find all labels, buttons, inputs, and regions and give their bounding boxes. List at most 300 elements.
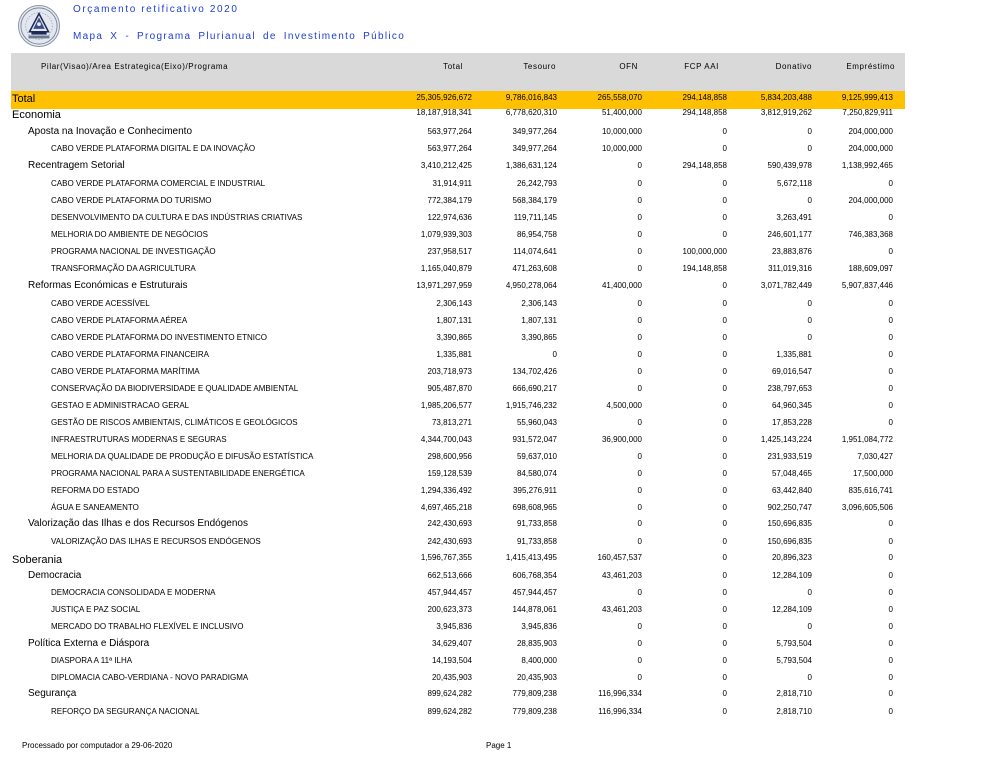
row-value-donativo: 0 bbox=[807, 127, 812, 136]
row-label: Política Externa e Diáspora bbox=[28, 638, 150, 649]
row-value-fcp-aai: 0 bbox=[722, 537, 727, 546]
row-value-tesouro: 606,768,354 bbox=[512, 571, 557, 580]
row-value-total: 237,958,517 bbox=[427, 247, 472, 256]
row-value-ofn: 116,996,334 bbox=[598, 707, 642, 716]
row-value-donativo: 238,797,653 bbox=[767, 384, 812, 393]
row-value-ofn: 0 bbox=[637, 350, 642, 359]
row-value-emprestimo: 0 bbox=[888, 179, 893, 188]
row-label: CABO VERDE PLATAFORMA DO INVESTIMENTO ETNICO bbox=[51, 333, 268, 342]
row-value-donativo: 3,071,782,449 bbox=[760, 281, 812, 290]
row-value-ofn: 43,461,203 bbox=[601, 571, 642, 580]
row-value-emprestimo: 746,383,368 bbox=[848, 230, 893, 239]
row-value-tesouro: 8,400,000 bbox=[521, 656, 557, 665]
row-value-total: 905,487,870 bbox=[427, 384, 472, 393]
row-value-emprestimo: 0 bbox=[888, 519, 893, 528]
table-row bbox=[0, 365, 1000, 381]
row-value-total: 1,985,206,577 bbox=[420, 401, 472, 410]
row-value-total: 3,945,836 bbox=[436, 622, 472, 631]
column-header-total: Total bbox=[443, 62, 463, 71]
row-value-tesouro: 471,263,608 bbox=[512, 264, 557, 273]
row-value-total: 2,306,143 bbox=[436, 299, 472, 308]
table-row bbox=[0, 348, 1000, 364]
row-value-donativo: 0 bbox=[807, 196, 812, 205]
column-header-ofn: OFN bbox=[619, 62, 638, 71]
row-value-emprestimo: 0 bbox=[888, 673, 893, 682]
row-value-total: 25,305,926,672 bbox=[416, 93, 472, 102]
row-value-ofn: 10,000,000 bbox=[601, 127, 642, 136]
row-value-donativo: 5,793,504 bbox=[776, 639, 812, 648]
row-value-ofn: 0 bbox=[637, 452, 642, 461]
row-value-donativo: 5,834,203,488 bbox=[760, 93, 812, 102]
table-row bbox=[0, 331, 1000, 347]
row-value-ofn: 0 bbox=[637, 333, 642, 342]
row-value-total: 772,384,179 bbox=[427, 196, 472, 205]
row-value-ofn: 0 bbox=[637, 161, 642, 170]
row-value-emprestimo: 0 bbox=[888, 367, 893, 376]
row-value-donativo: 0 bbox=[807, 333, 812, 342]
row-value-ofn: 0 bbox=[637, 196, 642, 205]
area-row bbox=[0, 126, 1000, 142]
row-value-tesouro: 1,386,631,124 bbox=[505, 161, 557, 170]
row-value-tesouro: 3,945,836 bbox=[521, 622, 557, 631]
row-value-emprestimo: 5,907,837,446 bbox=[841, 281, 893, 290]
row-value-emprestimo: 17,500,000 bbox=[852, 469, 893, 478]
row-value-total: 20,435,903 bbox=[431, 673, 472, 682]
row-value-total: 1,807,131 bbox=[436, 316, 472, 325]
row-value-emprestimo: 0 bbox=[888, 350, 893, 359]
row-value-donativo: 23,883,876 bbox=[771, 247, 812, 256]
row-label: CABO VERDE PLATAFORMA MARÍTIMA bbox=[51, 367, 200, 376]
total-row bbox=[11, 91, 905, 109]
table-row bbox=[0, 535, 1000, 551]
row-value-tesouro: 91,733,858 bbox=[516, 519, 557, 528]
row-label: TRANSFORMAÇÃO DA AGRICULTURA bbox=[51, 264, 196, 273]
row-value-fcp-aai: 0 bbox=[722, 299, 727, 308]
row-value-tesouro: 9,786,016,843 bbox=[505, 93, 557, 102]
row-value-donativo: 0 bbox=[807, 622, 812, 631]
row-value-donativo: 246,601,177 bbox=[767, 230, 812, 239]
row-value-fcp-aai: 100,000,000 bbox=[682, 247, 727, 256]
row-label: Segurança bbox=[28, 688, 77, 699]
row-value-fcp-aai: 0 bbox=[722, 230, 727, 239]
row-label: CONSERVAÇÃO DA BIODIVERSIDADE E QUALIDADE AMBIENTAL bbox=[51, 384, 299, 393]
table-row bbox=[0, 603, 1000, 619]
row-value-fcp-aai: 294,148,858 bbox=[682, 161, 727, 170]
row-label: MELHORIA DA QUALIDADE DE PRODUÇÃO E DIFUSÃO ESTATÍSTICA bbox=[51, 452, 314, 461]
row-value-total: 1,165,040,879 bbox=[420, 264, 472, 273]
row-value-tesouro: 6,778,620,310 bbox=[505, 108, 557, 117]
row-value-fcp-aai: 0 bbox=[722, 281, 727, 290]
row-value-fcp-aai: 0 bbox=[722, 689, 727, 698]
row-value-fcp-aai: 0 bbox=[722, 673, 727, 682]
row-value-fcp-aai: 0 bbox=[722, 707, 727, 716]
table-row bbox=[0, 467, 1000, 483]
row-value-emprestimo: 204,000,000 bbox=[848, 196, 893, 205]
row-value-donativo: 0 bbox=[807, 588, 812, 597]
row-value-tesouro: 26,242,793 bbox=[516, 179, 557, 188]
row-value-donativo: 311,019,316 bbox=[768, 264, 812, 273]
row-value-fcp-aai: 0 bbox=[722, 519, 727, 528]
area-row bbox=[0, 638, 1000, 654]
row-value-ofn: 0 bbox=[637, 384, 642, 393]
row-value-ofn: 0 bbox=[637, 230, 642, 239]
row-value-ofn: 0 bbox=[637, 179, 642, 188]
row-value-tesouro: 698,608,965 bbox=[512, 503, 557, 512]
row-value-emprestimo: 835,616,741 bbox=[848, 486, 893, 495]
row-value-tesouro: 119,711,145 bbox=[513, 213, 557, 222]
table-row bbox=[0, 705, 1000, 721]
row-value-fcp-aai: 0 bbox=[722, 553, 727, 562]
table-row bbox=[0, 228, 1000, 244]
row-value-emprestimo: 0 bbox=[888, 656, 893, 665]
row-label: Aposta na Inovação e Conhecimento bbox=[28, 126, 192, 137]
row-value-total: 242,430,693 bbox=[427, 537, 472, 546]
row-value-tesouro: 144,878,061 bbox=[512, 605, 557, 614]
column-header-tesouro: Tesouro bbox=[523, 62, 556, 71]
column-header-fcp-aai: FCP AAI bbox=[684, 62, 719, 71]
row-value-total: 18,187,918,341 bbox=[416, 108, 472, 117]
row-value-emprestimo: 0 bbox=[888, 689, 893, 698]
area-row bbox=[0, 688, 1000, 704]
table-row bbox=[0, 484, 1000, 500]
row-value-tesouro: 1,807,131 bbox=[521, 316, 557, 325]
row-label: CABO VERDE PLATAFORMA COMERCIAL E INDUSTRIAL bbox=[51, 179, 266, 188]
row-value-tesouro: 779,809,238 bbox=[512, 689, 557, 698]
row-value-ofn: 0 bbox=[637, 519, 642, 528]
row-value-tesouro: 20,435,903 bbox=[516, 673, 557, 682]
area-row bbox=[0, 160, 1000, 176]
row-value-fcp-aai: 0 bbox=[722, 486, 727, 495]
report-subtitle: Mapa X - Programa Plurianual de Investimento Público bbox=[73, 31, 406, 42]
row-value-fcp-aai: 0 bbox=[722, 127, 727, 136]
row-value-donativo: 64,960,345 bbox=[771, 401, 812, 410]
row-label: DIASPORA A 11ª ILHA bbox=[51, 656, 133, 665]
row-value-donativo: 69,016,547 bbox=[771, 367, 812, 376]
row-value-total: 899,624,282 bbox=[427, 689, 472, 698]
row-value-fcp-aai: 0 bbox=[722, 367, 727, 376]
row-value-fcp-aai: 0 bbox=[722, 588, 727, 597]
row-value-emprestimo: 0 bbox=[888, 571, 893, 580]
row-value-ofn: 0 bbox=[637, 622, 642, 631]
row-value-fcp-aai: 0 bbox=[722, 179, 727, 188]
row-value-tesouro: 779,809,238 bbox=[512, 707, 557, 716]
row-value-tesouro: 931,572,047 bbox=[512, 435, 557, 444]
row-value-donativo: 1,335,881 bbox=[776, 350, 812, 359]
row-value-donativo: 3,812,919,262 bbox=[760, 108, 812, 117]
table-row bbox=[0, 142, 1000, 158]
footer-processed-date: Processado por computador a 29-06-2020 bbox=[22, 741, 173, 750]
table-row bbox=[0, 245, 1000, 261]
row-value-donativo: 2,818,710 bbox=[776, 689, 812, 698]
row-value-tesouro: 3,390,865 bbox=[521, 333, 557, 342]
row-value-emprestimo: 188,609,097 bbox=[848, 264, 893, 273]
row-label: ÁGUA E SANEAMENTO bbox=[51, 503, 139, 512]
row-value-total: 1,335,881 bbox=[436, 350, 472, 359]
row-value-donativo: 63,442,840 bbox=[771, 486, 812, 495]
row-value-tesouro: 349,977,264 bbox=[512, 144, 557, 153]
row-value-fcp-aai: 0 bbox=[722, 469, 727, 478]
row-value-emprestimo: 0 bbox=[888, 588, 893, 597]
row-value-fcp-aai: 0 bbox=[722, 144, 727, 153]
column-header-programa: Pilar(Visao)/Area Estrategica(Eixo)/Programa bbox=[41, 62, 229, 71]
row-label: VALORIZAÇÃO DAS ILHAS E RECURSOS ENDÓGENOS bbox=[51, 537, 261, 546]
row-value-donativo: 12,284,109 bbox=[771, 571, 812, 580]
row-value-emprestimo: 0 bbox=[888, 299, 893, 308]
area-row bbox=[0, 570, 1000, 586]
row-value-emprestimo: 204,000,000 bbox=[848, 144, 893, 153]
row-value-donativo: 0 bbox=[807, 299, 812, 308]
row-value-emprestimo: 9,125,999,413 bbox=[841, 93, 893, 102]
table-row bbox=[0, 297, 1000, 313]
table-row bbox=[0, 194, 1000, 210]
row-value-emprestimo: 7,250,829,911 bbox=[842, 108, 893, 117]
table-row bbox=[0, 450, 1000, 466]
row-value-donativo: 5,793,504 bbox=[776, 656, 812, 665]
row-value-tesouro: 0 bbox=[552, 350, 557, 359]
row-value-donativo: 12,284,109 bbox=[771, 605, 812, 614]
row-value-total: 662,513,666 bbox=[427, 571, 472, 580]
table-row bbox=[0, 620, 1000, 636]
row-value-ofn: 51,400,000 bbox=[601, 108, 642, 117]
table-row bbox=[0, 654, 1000, 670]
row-label: DEMOCRACIA CONSOLIDADA E MODERNA bbox=[51, 588, 216, 597]
row-value-ofn: 0 bbox=[637, 486, 642, 495]
row-value-emprestimo: 204,000,000 bbox=[848, 127, 893, 136]
row-value-emprestimo: 0 bbox=[888, 622, 893, 631]
row-value-ofn: 0 bbox=[637, 673, 642, 682]
row-value-emprestimo: 7,030,427 bbox=[857, 452, 893, 461]
row-value-ofn: 0 bbox=[637, 503, 642, 512]
row-label: MERCADO DO TRABALHO FLEXÍVEL E INCLUSIVO bbox=[51, 622, 244, 631]
table-row bbox=[0, 399, 1000, 415]
row-value-total: 159,128,539 bbox=[427, 469, 472, 478]
row-value-donativo: 231,933,519 bbox=[767, 452, 812, 461]
row-value-fcp-aai: 0 bbox=[722, 384, 727, 393]
row-label: DESENVOLVIMENTO DA CULTURA E DAS INDÚSTRIAS CRIATIVAS bbox=[51, 213, 303, 222]
row-label: INFRAESTRUTURAS MODERNAS E SEGURAS bbox=[51, 435, 227, 444]
row-value-ofn: 0 bbox=[637, 299, 642, 308]
table-row bbox=[0, 586, 1000, 602]
row-label: Recentragem Setorial bbox=[28, 160, 125, 171]
row-label: REFORMA DO ESTADO bbox=[51, 486, 140, 495]
report-title: Orçamento retificativo 2020 bbox=[73, 4, 239, 15]
row-value-ofn: 0 bbox=[637, 469, 642, 478]
row-label: Soberania bbox=[12, 554, 63, 566]
row-value-fcp-aai: 194,148,858 bbox=[682, 264, 727, 273]
row-value-tesouro: 84,580,074 bbox=[516, 469, 557, 478]
row-label: DIPLOMACIA CABO-VERDIANA - NOVO PARADIGMA bbox=[51, 673, 249, 682]
row-value-ofn: 0 bbox=[637, 418, 642, 427]
row-value-emprestimo: 0 bbox=[888, 553, 893, 562]
row-value-donativo: 0 bbox=[807, 673, 812, 682]
row-value-fcp-aai: 0 bbox=[722, 656, 727, 665]
row-label: GESTÃO DE RISCOS AMBIENTAIS, CLIMÁTICOS E GEOLÓGICOS bbox=[51, 418, 298, 427]
row-value-ofn: 0 bbox=[637, 213, 642, 222]
row-value-ofn: 0 bbox=[637, 656, 642, 665]
table-row bbox=[0, 671, 1000, 687]
footer-page-number: Page 1 bbox=[486, 741, 512, 750]
pilar-row bbox=[0, 108, 1000, 124]
row-value-fcp-aai: 0 bbox=[722, 622, 727, 631]
row-value-fcp-aai: 0 bbox=[722, 418, 727, 427]
table-row bbox=[0, 501, 1000, 517]
row-value-donativo: 902,250,747 bbox=[767, 503, 812, 512]
row-value-emprestimo: 1,138,992,465 bbox=[841, 161, 893, 170]
row-value-ofn: 43,461,203 bbox=[601, 605, 642, 614]
row-value-ofn: 0 bbox=[637, 367, 642, 376]
area-row bbox=[0, 518, 1000, 534]
pilar-row bbox=[0, 553, 1000, 569]
row-label: PROGRAMA NACIONAL DE INVESTIGAÇÃO bbox=[51, 247, 216, 256]
row-value-emprestimo: 0 bbox=[888, 247, 893, 256]
row-value-total: 1,596,767,355 bbox=[420, 553, 472, 562]
row-value-donativo: 57,048,465 bbox=[771, 469, 812, 478]
row-value-total: 34,629,407 bbox=[431, 639, 472, 648]
row-value-tesouro: 86,954,758 bbox=[516, 230, 557, 239]
row-value-donativo: 590,439,978 bbox=[767, 161, 812, 170]
row-value-fcp-aai: 0 bbox=[722, 401, 727, 410]
row-value-total: 203,718,973 bbox=[427, 367, 472, 376]
row-value-emprestimo: 0 bbox=[888, 537, 893, 546]
row-value-fcp-aai: 0 bbox=[722, 639, 727, 648]
row-label: CABO VERDE ACESSÍVEL bbox=[51, 299, 150, 308]
row-value-tesouro: 2,306,143 bbox=[521, 299, 557, 308]
row-value-total: 3,390,865 bbox=[436, 333, 472, 342]
table-row bbox=[0, 262, 1000, 278]
row-value-donativo: 0 bbox=[807, 144, 812, 153]
row-value-ofn: 0 bbox=[637, 316, 642, 325]
row-label: Total bbox=[12, 93, 36, 105]
row-value-donativo: 150,696,835 bbox=[767, 519, 812, 528]
row-value-total: 3,410,212,425 bbox=[420, 161, 472, 170]
row-label: REFORÇO DA SEGURANÇA NACIONAL bbox=[51, 707, 200, 716]
row-value-fcp-aai: 0 bbox=[722, 571, 727, 580]
table-row bbox=[0, 211, 1000, 227]
row-value-ofn: 4,500,000 bbox=[606, 401, 642, 410]
row-value-emprestimo: 0 bbox=[888, 213, 893, 222]
row-value-emprestimo: 0 bbox=[888, 605, 893, 614]
row-value-donativo: 3,263,491 bbox=[776, 213, 812, 222]
row-value-tesouro: 4,950,278,064 bbox=[505, 281, 557, 290]
table-row bbox=[0, 416, 1000, 432]
row-value-ofn: 0 bbox=[637, 537, 642, 546]
row-value-fcp-aai: 0 bbox=[722, 452, 727, 461]
row-value-total: 4,344,700,043 bbox=[420, 435, 472, 444]
table-row bbox=[0, 314, 1000, 330]
row-value-tesouro: 59,637,010 bbox=[516, 452, 557, 461]
row-value-ofn: 0 bbox=[637, 264, 642, 273]
row-value-tesouro: 457,944,457 bbox=[512, 588, 557, 597]
row-label: MELHORIA DO AMBIENTE DE NEGÓCIOS bbox=[51, 230, 208, 239]
row-value-total: 1,079,939,303 bbox=[420, 230, 472, 239]
row-value-tesouro: 568,384,179 bbox=[512, 196, 557, 205]
table-row bbox=[0, 177, 1000, 193]
row-value-total: 457,944,457 bbox=[427, 588, 472, 597]
column-header-emprestimo: Empréstimo bbox=[846, 62, 895, 71]
row-label: Reformas Económicas e Estruturais bbox=[28, 280, 188, 291]
row-value-emprestimo: 0 bbox=[888, 707, 893, 716]
row-value-tesouro: 114,074,641 bbox=[513, 247, 557, 256]
row-value-tesouro: 91,733,858 bbox=[516, 537, 557, 546]
row-value-total: 242,430,693 bbox=[427, 519, 472, 528]
row-value-ofn: 0 bbox=[637, 588, 642, 597]
row-label: CABO VERDE PLATAFORMA DIGITAL E DA INOVAÇÃO bbox=[51, 144, 256, 153]
row-value-tesouro: 666,690,217 bbox=[512, 384, 557, 393]
row-label: JUSTIÇA E PAZ SOCIAL bbox=[51, 605, 141, 614]
row-value-fcp-aai: 0 bbox=[722, 503, 727, 512]
row-value-tesouro: 349,977,264 bbox=[512, 127, 557, 136]
row-value-emprestimo: 0 bbox=[888, 333, 893, 342]
row-value-emprestimo: 0 bbox=[888, 418, 893, 427]
row-value-donativo: 2,818,710 bbox=[776, 707, 812, 716]
row-value-fcp-aai: 294,148,858 bbox=[682, 93, 727, 102]
row-value-fcp-aai: 0 bbox=[722, 196, 727, 205]
row-value-tesouro: 1,415,413,495 bbox=[505, 553, 557, 562]
row-value-total: 14,193,504 bbox=[431, 656, 472, 665]
row-value-ofn: 0 bbox=[637, 639, 642, 648]
row-value-tesouro: 395,276,911 bbox=[513, 486, 557, 495]
row-label: CABO VERDE PLATAFORMA DO TURISMO bbox=[51, 196, 212, 205]
row-value-donativo: 17,853,228 bbox=[771, 418, 812, 427]
row-value-emprestimo: 0 bbox=[888, 401, 893, 410]
row-label: PROGRAMA NACIONAL PARA A SUSTENTABILIDADE ENERGÉTICA bbox=[51, 469, 305, 478]
row-value-tesouro: 28,835,903 bbox=[516, 639, 557, 648]
row-value-ofn: 36,900,000 bbox=[601, 435, 642, 444]
row-value-fcp-aai: 0 bbox=[722, 605, 727, 614]
row-label: Economia bbox=[12, 109, 61, 121]
row-value-fcp-aai: 0 bbox=[722, 213, 727, 222]
row-value-donativo: 1,425,143,224 bbox=[760, 435, 812, 444]
area-row bbox=[0, 280, 1000, 296]
row-value-ofn: 0 bbox=[637, 247, 642, 256]
row-value-total: 1,294,336,492 bbox=[420, 486, 472, 495]
row-value-total: 31,914,911 bbox=[432, 179, 472, 188]
table-row bbox=[0, 433, 1000, 449]
row-label: GESTAO E ADMINISTRACAO GERAL bbox=[51, 401, 190, 410]
row-value-ofn: 116,996,334 bbox=[598, 689, 642, 698]
row-label: Democracia bbox=[28, 570, 82, 581]
row-value-total: 13,971,297,959 bbox=[416, 281, 472, 290]
row-value-fcp-aai: 0 bbox=[722, 333, 727, 342]
row-value-ofn: 160,457,537 bbox=[597, 553, 642, 562]
row-label: CABO VERDE PLATAFORMA AÉREA bbox=[51, 316, 188, 325]
row-value-total: 563,977,264 bbox=[427, 144, 472, 153]
row-value-total: 563,977,264 bbox=[427, 127, 472, 136]
row-value-total: 4,697,465,218 bbox=[420, 503, 472, 512]
row-label: CABO VERDE PLATAFORMA FINANCEIRA bbox=[51, 350, 209, 359]
row-value-fcp-aai: 0 bbox=[722, 350, 727, 359]
row-value-donativo: 0 bbox=[807, 316, 812, 325]
row-value-total: 200,623,373 bbox=[427, 605, 472, 614]
column-header-donativo: Donativo bbox=[775, 62, 812, 71]
row-value-fcp-aai: 294,148,858 bbox=[682, 108, 727, 117]
row-value-total: 122,974,636 bbox=[427, 213, 472, 222]
row-value-emprestimo: 0 bbox=[888, 384, 893, 393]
row-value-ofn: 41,400,000 bbox=[601, 281, 642, 290]
table-row bbox=[0, 382, 1000, 398]
row-value-ofn: 10,000,000 bbox=[601, 144, 642, 153]
row-value-fcp-aai: 0 bbox=[722, 435, 727, 444]
row-value-emprestimo: 0 bbox=[888, 316, 893, 325]
row-label: Valorização das Ilhas e dos Recursos Endógenos bbox=[28, 518, 248, 529]
row-value-emprestimo: 3,096,605,506 bbox=[841, 503, 893, 512]
row-value-emprestimo: 1,951,084,772 bbox=[841, 435, 893, 444]
row-value-donativo: 150,696,835 bbox=[767, 537, 812, 546]
row-value-tesouro: 55,960,043 bbox=[516, 418, 557, 427]
row-value-fcp-aai: 0 bbox=[722, 316, 727, 325]
row-value-donativo: 20,896,323 bbox=[771, 553, 812, 562]
row-value-emprestimo: 0 bbox=[888, 639, 893, 648]
